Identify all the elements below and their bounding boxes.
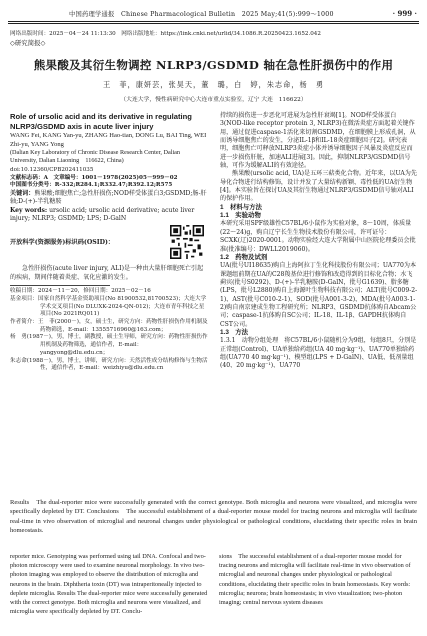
received-date: 收稿日期：2024－11－20，修回日期：2025－02－16 (10, 288, 151, 295)
osid-label: 开放科学(资源服务)标识码(OSID)： (10, 239, 115, 247)
article-metadata (10, 288, 208, 373)
article-title-chinese: 熊果酸及其衍生物调控 NLRP3/GSDMD 轴在急性肝损伤中的作用 (33, 58, 394, 72)
running-header (10, 7, 417, 19)
bottom-left-text: reporter mice. Genotyping was performed using tail DNA. Confocal and two-photon microscopy were used to examine neuronal morphology. In vivo two-photon imaging was employed to observe the distribution of microglia and neurons in the brain. Diphtheria toxin (DT) was intraperitoneally injected to deplete microglia. Results The dual-reporter mice were successfully generated with the correct genotype. Both microglia and neurons were visualized, and microglia were specifically depleted by DT. Conclu- (10, 553, 208, 616)
introduction-paragraph: 急性肝损伤(acute liver injury, ALI)是一种由大量肝细胞死亡引起的疾病，期间伴随着炎症、氧化应激的发生。 (10, 265, 204, 281)
reagents-paragraph: UA(批号UI18635)购自上海阿拉丁生化科技股份有限公司；UA770为本课题组前期在UA的C28羧基位进行修饰和改造得到的目标化合物；水飞蓟宾(批号S0292)、D-(+)-半乳糖胺(D-GalN，批号G1639)、脂多糖(LPS，批号L2880)购自上海源叶生物科技有限公司；ALT(批号C009-2-1)、AST(批号C010-2-1)、SOD(批号A001-3-2)、MDA(批号A003-1-2)购自南京建成生物工程研究所；NLRP3、GSDMD抗体购自Abcam公司；caspase-1抗体购自SC公司；IL-18、IL-1β、GAPDH抗体购自CST公司。 (220, 262, 418, 328)
keywords-chinese-label: 关键词： (10, 190, 35, 198)
author-bio-wang: 作者简介：王 菲(2000－)，女，硕士生，研究方向：药物性肝损伤作用机制及药物筛选，E-mail：13555716960@163.com； (10, 318, 208, 333)
osid-row (10, 225, 208, 265)
author-bio-yang: 杨 勇(1987－)，男，博士，副教授，硕士生导师，研究方向：药物性肝损伤作用机制及药物筛选，通信作者，E-mail：yangyong@dlu.edu.cn； (10, 334, 208, 356)
body-paragraph-1: 持续的损伤进一步恶化可进展为急性肝衰竭[1]。NOD样受体蛋白3(NOD-like receptor protein 3, NLRP3)在微活炎症方面起着关键作用，通过促进caspase-1活化来切割GSDMD，在细胞膜上形成孔洞，从而诱导细胞焦亡的发生，分泌IL-1β和IL-18炎症细胞因子[2]。研究表明，细胞焦亡可释放NLRP3炎症小体并诱导细胞因子风暴及炎症反应而进一步损伤肝脏，加速ALI进展[3]。因此，抑制NLRP3/GSDMD信号轴，可作为缓解ALI的有效途径。 (220, 112, 416, 170)
doi: doi:10.12360/CPB202411035 (10, 167, 94, 173)
header-rule-secondary (8, 23, 419, 24)
journal-citation: 中国药理学通报 Chinese Pharmacological Bulletin 2025 May;41(5):999～1000 (68, 10, 334, 18)
section-heading-methods: 1 材料与方法 (220, 203, 262, 211)
bottom-right-column (219, 552, 417, 616)
results-text: Results The dual-reporter mice were successfully generated with the correct genotype. Both microglia and neurons were visualized, and microglia were specifically depleted by DT. Conclusions The successful establishment of a dual-reporter mouse model for tracing neurons and microglia will facilitate real-time in vivo observation of microglial and neuronal changes under physiological or pathological conditions, elucidating their specific roles in brain homeostasis. (10, 499, 417, 534)
footnote-rule (10, 285, 110, 286)
grouping-paragraph: 1.3.1 动物分组处理 将C57BL/6小鼠随机分为9组，每组8只，分别是正常组(Control)、UA单独给药组(UA 40 mg·kg⁻¹)、UA770单独给药组(UA770 40 mg·kg⁻¹)、模型组(LPS + D-GalN)、UA低、低剂量组(40、20 mg·kg⁻¹)、UA770 (220, 337, 417, 370)
bottom-columns (10, 552, 417, 616)
keywords-chinese (10, 190, 208, 207)
subsection-heading-reagents: 1.2 药物及试剂 (220, 253, 268, 261)
affiliation-english: (Dalian Key Laboratory of Chronic Disease Research Center, Dalian University, Dalian Liaoning 116622, China) (10, 149, 181, 164)
left-column (10, 112, 208, 373)
results-paragraph (10, 498, 417, 535)
article-title-english: Role of ursolic acid and its derivative in regulating NLRP3/GSDMD axis in acute liver injury (10, 112, 192, 131)
authors-chinese: 王 菲，康妍芸，张昊天，董 璐，白 婷，朱志命，杨 勇 (102, 80, 325, 89)
online-publication-info: 网络出版时间：2025－04－24 11:13:30 网络出版地址：https://link.cnki.net/urlid/34.1086.R.20250423.1652.042 (10, 31, 321, 37)
header-rule (8, 21, 419, 22)
subsection-heading-animals: 1.1 实验动物 (220, 212, 261, 220)
section-label: ◇研究简报◇ (10, 39, 46, 47)
keywords-english-text: ursolic acid; ursolic acid derivative; acute liver injury; NLRP3; GSDMD; LPS; D-GalN (10, 206, 195, 223)
body-paragraph-2: 熊果酸(ursolic acid, UA)是五环三萜类化合物。近年来，以UA为先导化合物进行结构修饰，设计并发了大量结构新颖、毒性低的UA衍生物[4]。本实验旨在探讨UA及其衍生物通过NLRP3/GSDMD信号轴对ALI的保护作用。 (220, 170, 417, 203)
affiliation-chinese: （大连大学，慢性病研究中心大连市重点实验室，辽宁 大连 116622） (120, 97, 307, 103)
animals-paragraph: 本研究采用SPF级雄性C57BL/6小鼠作为实验对象，8～10周，体质量(22～24)g，购自辽宁长生生物技术股份有限公司，许可证号：SCXK(辽)2020-0001。动物实验经大连大学附属中山医院伦理委员会批准(批准编号：DWLL2019060)。 (220, 220, 416, 253)
clc-number: 中国图书分类号：R-332;R284.1;R332.47;R392.12;R575 (10, 182, 173, 189)
subsection-heading-methods: 1.3 方法 (220, 328, 249, 336)
authors-english: WANG Fei, KANG Yan-yu, ZHANG Hao-tian, DONG Lu, BAI Ting, WEI Zhi-yu, YANG Yong (10, 132, 207, 148)
author-bio-wei: 朱志命(1988－)，男，博士，讲师，研究方向：天然活性成分结构修饰与生物活性，通信作者，E-mail：weizhiyu@dlu.edu.cn (10, 357, 208, 372)
funding-info: 基金项目：国家自然科学基金资助项目(No 81900532,81700523)；大连大学学术交叉项目(No DLUXK-2024-QN-012)；大连市青年科技之星项目(No 2021RQ011) (10, 295, 207, 318)
right-column (220, 112, 418, 371)
qr-code-icon[interactable] (170, 225, 204, 259)
bottom-left-column (10, 552, 208, 616)
keywords-english-label: Key words: (10, 206, 48, 214)
keywords-chinese-text: 熊果酸;细胞焦亡;急性肝损伤;NOD样受体蛋白3;GSDMD;肠-肝轴;D-(+)-半乳糖胺 (10, 190, 207, 206)
bottom-right-text: sions The successful establishment of a dual-reporter mouse model for tracing neurons and microglia will facilitate real-time in vivo observation of microglial and neuronal changes under physiological or pathological conditions, elucidating their specific roles in brain homeostasis. Key words: microglia; neurons; brain homeostasis; in vivo visualization; two-photon imaging; central nervous system diseases (219, 553, 411, 607)
article-id: 文献标志码：A 文章编号：1001－1978(2025)05－999－02 (10, 174, 178, 181)
keywords-english (10, 207, 208, 224)
page-number: · 999 · (392, 8, 417, 18)
